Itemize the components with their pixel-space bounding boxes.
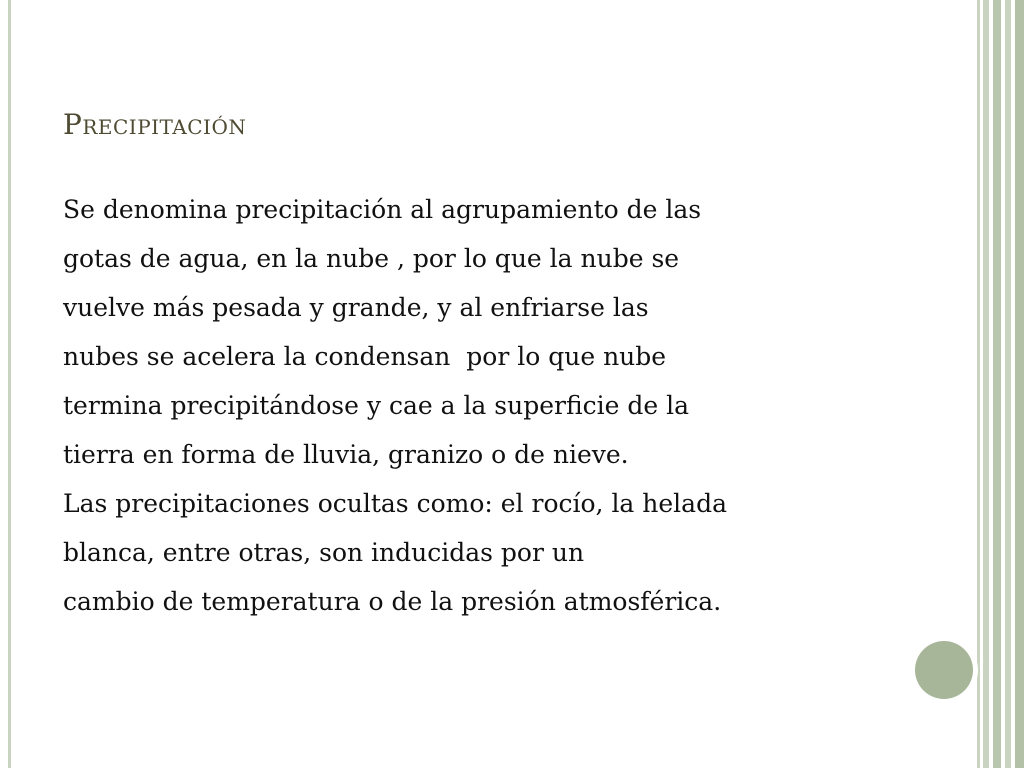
slide-title: Precipitación xyxy=(63,108,247,141)
body-line: vuelve más pesada y grande, y al enfriarse las xyxy=(63,293,649,322)
body-line: blanca, entre otras, son inducidas por un xyxy=(63,538,585,567)
left-border-line xyxy=(8,0,11,768)
body-line: termina precipitándose y cae a la superficie de la xyxy=(63,391,690,420)
decorative-stripe xyxy=(1015,0,1024,768)
body-line: nubes se acelera la condensan por lo que nube xyxy=(63,342,667,371)
body-line: gotas de agua, en la nube , por lo que la nube se xyxy=(63,244,680,273)
body-line: Se denomina precipitación al agrupamiento de las xyxy=(63,195,702,224)
decorative-stripe xyxy=(977,0,980,768)
body-line: cambio de temperatura o de la presión atmosférica. xyxy=(63,587,722,616)
decorative-stripe xyxy=(993,0,1001,768)
body-line: tierra en forma de lluvia, granizo o de nieve. xyxy=(63,440,629,469)
decorative-stripe xyxy=(1005,0,1011,768)
slide-body xyxy=(63,185,943,626)
decorative-stripe xyxy=(983,0,989,768)
decorative-circle-icon xyxy=(915,641,973,699)
body-line: Las precipitaciones ocultas como: el rocío, la helada xyxy=(63,489,727,518)
